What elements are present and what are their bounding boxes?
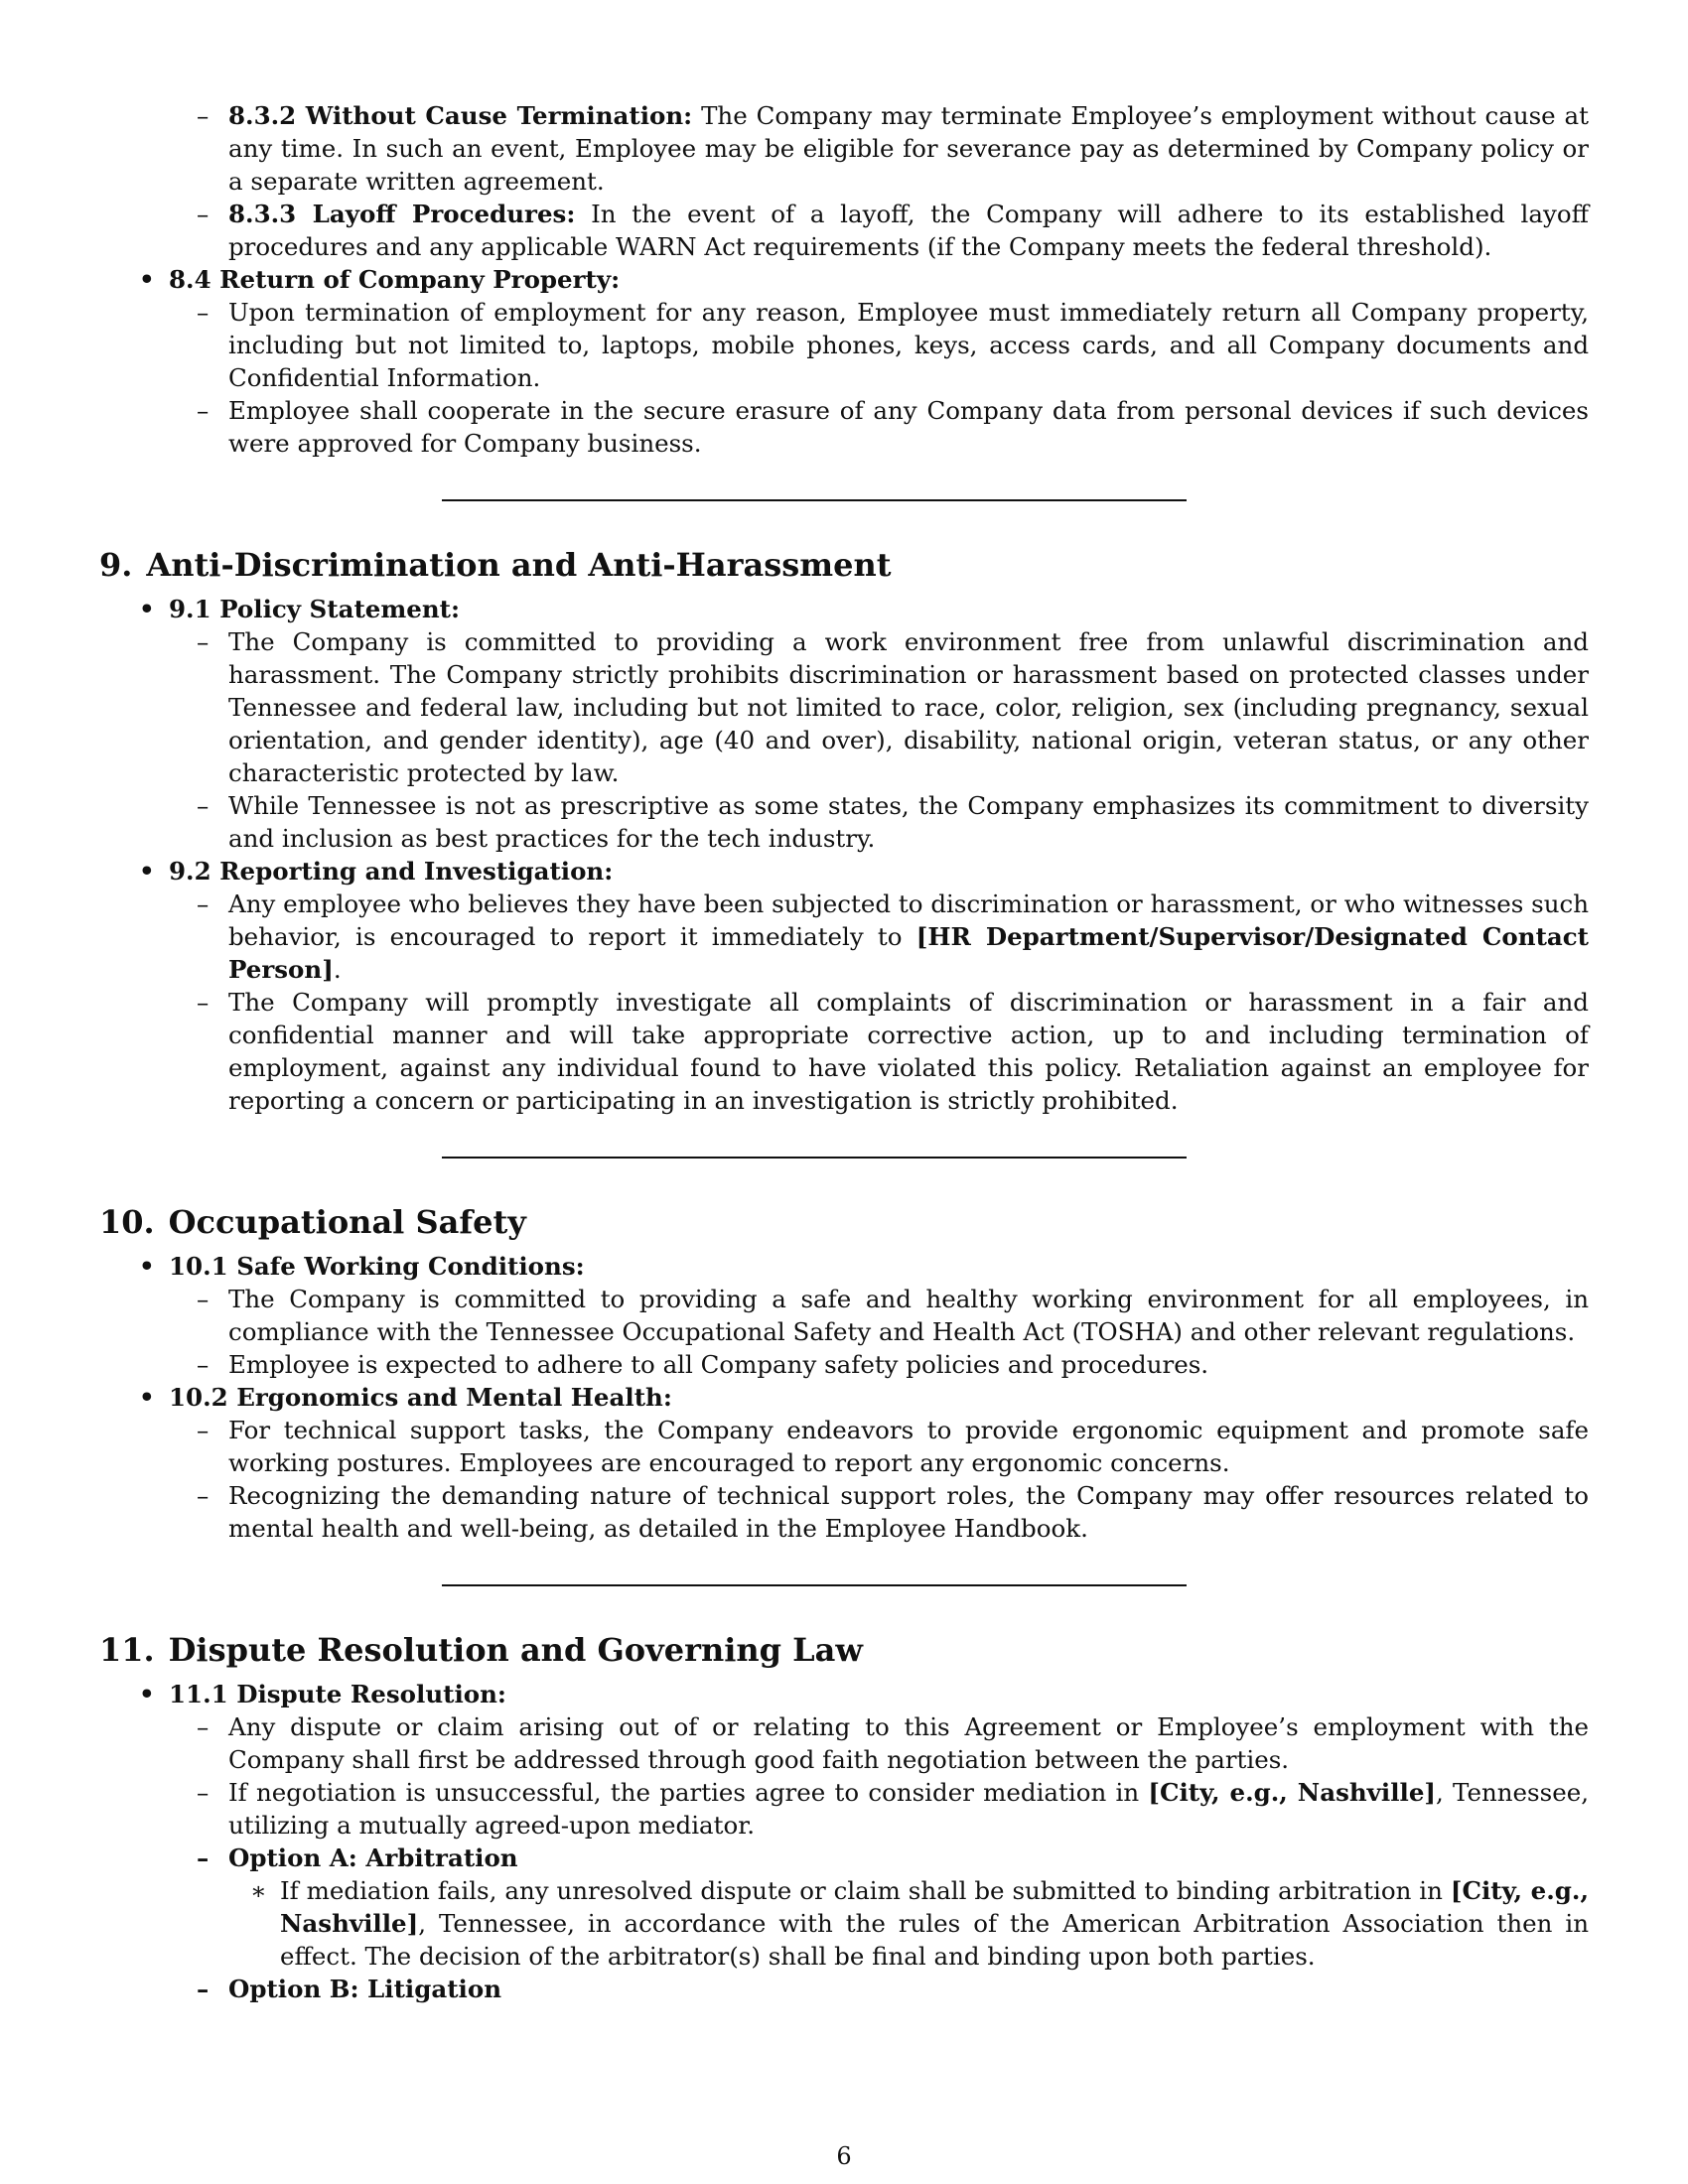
clause-10-1-heading: • 10.1 Safe Working Conditions: (99, 1250, 1589, 1283)
option-a-heading: – Option A: Arbitration (99, 1842, 1589, 1874)
placeholder-field: [HR Department/Supervisor/Designated Contact Person] (228, 922, 1589, 984)
clause-8-4-heading: • 8.4 Return of Company Property: (99, 263, 1589, 296)
list-item: – Employee is expected to adhere to all Company safety policies and procedures. (99, 1348, 1589, 1381)
section-title: Dispute Resolution and Governing Law (168, 1631, 863, 1669)
clause-8-3-3 (99, 198, 1589, 263)
section-title: Occupational Safety (168, 1203, 526, 1241)
text-run: . (333, 955, 342, 984)
list-item (99, 1776, 1589, 1842)
section-divider (442, 499, 1187, 501)
placeholder-field: [City, e.g., Nashville] (1148, 1778, 1437, 1807)
clause-text: In the event of a layoff, the Company will adhere to its established layoff procedures and any applicable WARN Act requirements (if the Company meets the federal threshold). (228, 200, 1589, 261)
clause-10-2-heading: • 10.2 Ergonomics and Mental Health: (99, 1381, 1589, 1414)
text-run: Any employee who believes they have been subjected to discrimination or harassment, or who witnesses such behavior, is encouraged to report it immediately to (228, 889, 1589, 951)
list-item: – The Company will promptly investigate all complaints of discrimination or harassment in a fair and confidential manner and will take appropriate corrective action, up to and including termination of employment, against any individual found to have violated this policy. Retaliation against an employee for reporting a concern or participating in an investigation is strictly prohibited. (99, 986, 1589, 1117)
section-divider (442, 1157, 1187, 1159)
list-item: – The Company is committed to providing a safe and healthy working environment for all employees, in compliance with the Tennessee Occupational Safety and Health Act (TOSHA) and other relevant regulations. (99, 1283, 1589, 1348)
section-heading-11 (99, 1630, 1589, 1670)
list-item: – Employee shall cooperate in the secure erasure of any Company data from personal devices if such devices were approved for Company business. (99, 394, 1589, 460)
section-heading-9 (99, 545, 1589, 585)
option-b-heading: – Option B: Litigation (99, 1973, 1589, 2005)
clause-11-1-heading: • 11.1 Dispute Resolution: (99, 1678, 1589, 1710)
clause-8-3-2 (99, 99, 1589, 198)
section-title: Anti-Discrimination and Anti-Harassment (146, 546, 892, 584)
section-divider (442, 1584, 1187, 1586)
list-item: – Upon termination of employment for any reason, Employee must immediately return all Company property, including but not limited to, laptops, mobile phones, keys, access cards, and all Company documents and Confidential Information. (99, 296, 1589, 394)
sub-list-item (99, 1874, 1589, 1973)
text-run: If mediation fails, any unresolved dispute or claim shall be submitted to binding arbitration in (280, 1876, 1451, 1905)
clause-text: The Company may terminate Employee’s employment without cause at any time. In such an event, Employee may be eligible for severance pay as determined by Company policy or a separate written agreement. (228, 101, 1589, 196)
section-number: 10. (99, 1203, 155, 1241)
text-run: , Tennessee, utilizing a mutually agreed-upon mediator. (228, 1778, 1589, 1840)
list-item: – The Company is committed to providing a work environment free from unlawful discrimination and harassment. The Company strictly prohibits discrimination or harassment based on protected classes under Tennessee and federal law, including but not limited to race, color, religion, sex (including pregnancy, sexual orientation, and gender identity), age (40 and over), disability, national origin, veteran status, or any other characteristic protected by law. (99, 625, 1589, 789)
section-number: 9. (99, 546, 133, 584)
text-run: If negotiation is unsuccessful, the parties agree to consider mediation in (228, 1778, 1149, 1807)
text-run: , Tennessee, in accordance with the rules of the American Arbitration Association then in effect. The decision of the arbitrator(s) shall be final and binding upon both parties. (280, 1909, 1589, 1971)
section-heading-10 (99, 1202, 1589, 1242)
page-number: 6 (836, 2142, 852, 2170)
list-item: – Recognizing the demanding nature of technical support roles, the Company may offer resources related to mental health and well-being, as detailed in the Employee Handbook. (99, 1479, 1589, 1545)
list-item: – While Tennessee is not as prescriptive as some states, the Company emphasizes its commitment to diversity and inclusion as best practices for the tech industry. (99, 789, 1589, 855)
clause-label: 8.3.3 Layoff Procedures: (228, 200, 576, 228)
list-item: – Any dispute or claim arising out of or relating to this Agreement or Employee’s employment with the Company shall first be addressed through good faith negotiation between the parties. (99, 1710, 1589, 1776)
document-page (99, 99, 1589, 2005)
list-item (99, 887, 1589, 986)
clause-9-2-heading: • 9.2 Reporting and Investigation: (99, 855, 1589, 887)
section-number: 11. (99, 1631, 155, 1669)
placeholder-field: [City, e.g., Nashville] (280, 1876, 1589, 1938)
list-item: – For technical support tasks, the Company endeavors to provide ergonomic equipment and promote safe working postures. Employees are encouraged to report any ergonomic concerns. (99, 1414, 1589, 1479)
clause-label: 8.3.2 Without Cause Termination: (228, 101, 693, 130)
clause-9-1-heading: • 9.1 Policy Statement: (99, 593, 1589, 625)
